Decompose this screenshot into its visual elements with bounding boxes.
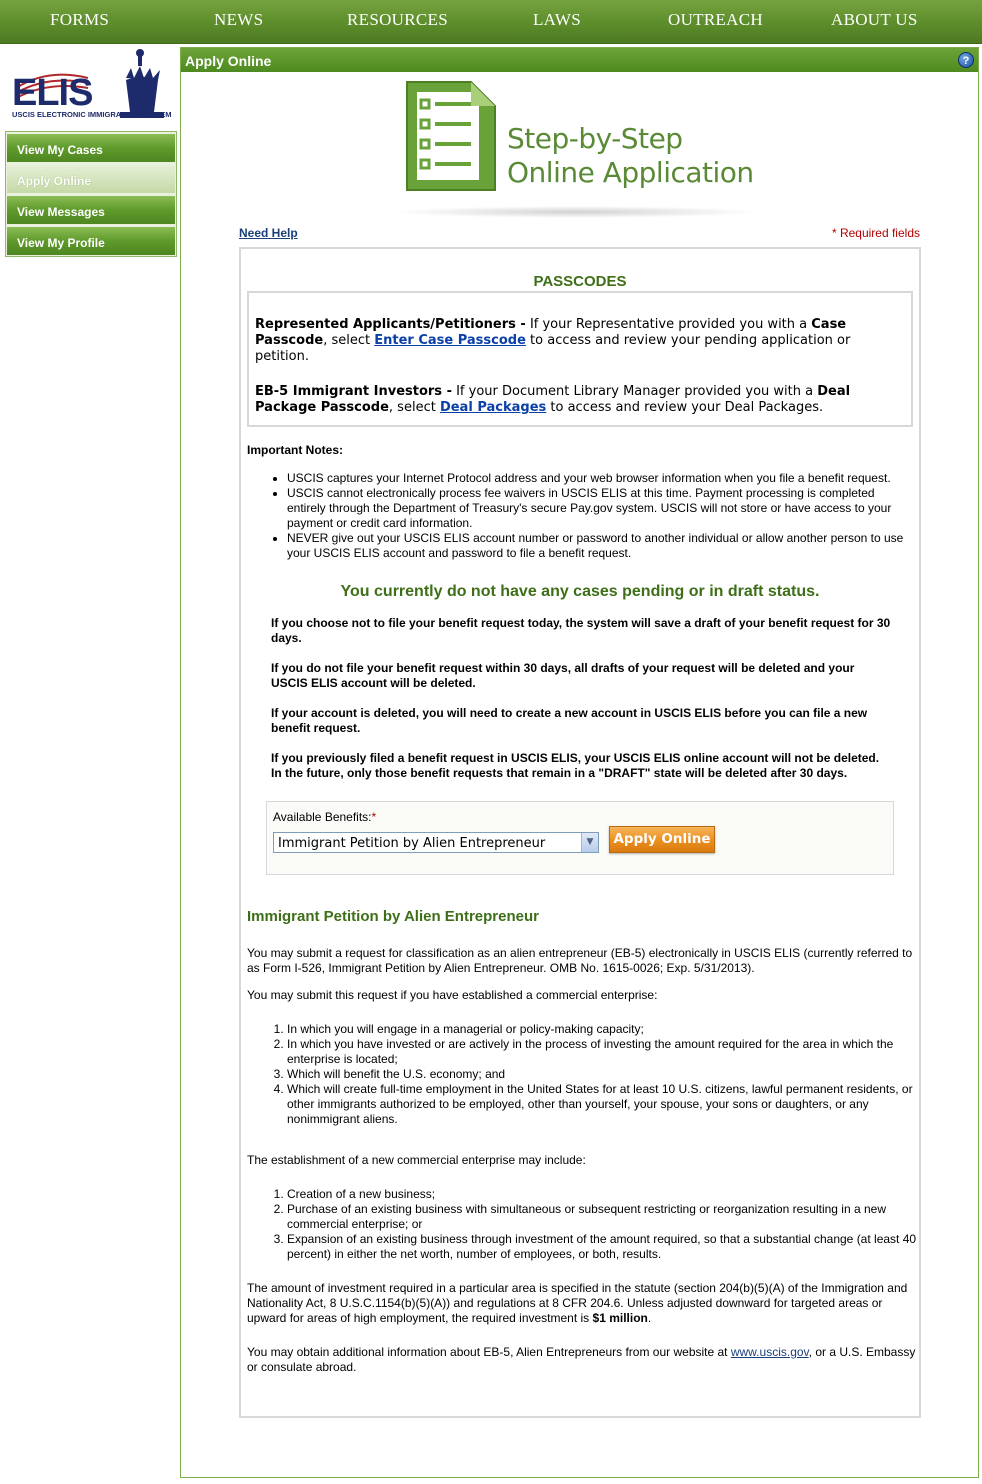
draft-note: If you previously filed a benefit request in USCIS ELIS, your USCIS ELIS online account will not be deleted. In the future, only those benefit requests that remain in a "DRAFT" state will be deleted after 30 days. (271, 751, 880, 780)
nav-forms[interactable]: FORMS (50, 10, 110, 29)
need-help-link[interactable]: Need Help (239, 226, 298, 240)
nav-laws[interactable]: LAWS (533, 10, 581, 29)
benefit-select[interactable] (273, 832, 599, 853)
list-item: 2. Purchase of an existing business with simultaneous or subsequent restricting or reorganization resulting in a new commercial enterprise; or (287, 1202, 917, 1232)
establishment-intro: The establishment of a new commercial enterprise may include: (247, 1153, 586, 1167)
important-notes-label: Important Notes: (247, 443, 343, 457)
required-star: * (371, 810, 377, 824)
passcode-box (247, 291, 913, 427)
passcodes-title: PASSCODES (533, 273, 627, 290)
petition-title: Immigrant Petition by Alien Entrepreneur (247, 908, 539, 925)
eb5-heading: EB-5 Immigrant Investors - (255, 384, 452, 399)
uscis-website-link[interactable]: www.uscis.gov (730, 1345, 809, 1359)
list-item: 1. In which you will engage in a managerial or policy-making capacity; (287, 1022, 917, 1037)
panel-title: Apply Online (185, 53, 272, 69)
nav-resources[interactable]: RESOURCES (347, 10, 448, 29)
hero-title-line2: Online Application (507, 156, 754, 189)
establishment-list (247, 1187, 917, 1262)
available-benefits-box (266, 801, 894, 875)
list-item: 3. Which will benefit the U.S. economy; and (287, 1067, 917, 1082)
required-fields-note: * Required fields (831, 226, 920, 240)
main-panel (180, 47, 979, 1478)
draft-note: If you choose not to file your benefit request today, the system will save a draft of your benefit request for 30 days. (271, 616, 891, 645)
list-item: 2. In which you have invested or are actively in the process of investing the amount required for the area in which the enterprise is located; (287, 1037, 917, 1067)
important-notes-list (247, 471, 907, 561)
benefit-select-value: Immigrant Petition by Alien Entrepreneur (278, 836, 546, 851)
nav-news[interactable]: NEWS (214, 10, 264, 29)
logo-text: ELIS (12, 72, 93, 114)
represented-applicants-paragraph: Represented Applicants/Petitioners - If your Representative provided you with a Case Passcode, select Enter Case Passcode to access and review your pending application or petition. (255, 317, 851, 364)
conditions-list (247, 1022, 917, 1127)
sidebar-item-apply-online[interactable]: Apply Online (7, 165, 175, 193)
petition-intro: You may submit a request for classification as an alien entrepreneur (EB-5) electronically in USCIS ELIS (currently referred to as Form I-526, Immigrant Petition by Alien Entrepreneur. OMB No. 1615-0026; Exp. 5/31/2013). (247, 946, 913, 975)
nav-outreach[interactable]: OUTREACH (668, 10, 763, 29)
logo-subtitle: USCIS ELECTRONIC IMMIGRATION SYSTEM (12, 110, 172, 119)
list-item: 1. Creation of a new business; (287, 1187, 917, 1202)
apply-online-button[interactable]: Apply Online (609, 826, 715, 853)
more-info-text: You may obtain additional information about EB-5, Alien Entrepreneurs from our website at www.uscis.gov, or a U.S. Embassy or consulate abroad. (247, 1345, 916, 1374)
chevron-down-icon[interactable]: ▼ (581, 833, 598, 852)
elis-logo[interactable] (8, 48, 174, 124)
hero-title-line1: Step-by-Step (507, 122, 683, 155)
hero-shadow (391, 206, 761, 218)
may-submit-text: You may submit this request if you have established a commercial enterprise: (247, 988, 658, 1002)
deal-packages-link[interactable]: Deal Packages (439, 400, 547, 415)
list-item: • NEVER give out your USCIS ELIS account number or password to another individual or allow another person to use your USCIS ELIS account and password to file a benefit request. (287, 531, 907, 561)
content-box (239, 247, 921, 1418)
list-item: 4. Which will create full-time employment in the United States for at least 10 U.S. citizens, lawful permanent residents, or other immigrants authorized to be employed, other than yourself, your spouse, your sons or daughters, or any nonimmigrant aliens. (287, 1082, 917, 1127)
list-item: • USCIS cannot electronically process fee waivers in USCIS ELIS at this time. Payment processing is completed entirely through the Department of Treasury's secure Pay.gov system. USCIS will not store or have access to your payment or credit card information. (287, 486, 907, 531)
enter-case-passcode-link[interactable]: Enter Case Passcode (374, 333, 526, 348)
checklist-document-icon (401, 78, 501, 196)
no-cases-message: You currently do not have any cases pending or in draft status. (340, 583, 820, 600)
list-item: 3. Expansion of an existing business through investment of the amount required, so that a substantial change (at least 40 percent) in either the net worth, number of employees, or both, results. (287, 1232, 917, 1262)
sidebar-item-view-messages[interactable]: View Messages (7, 196, 175, 224)
represented-heading: Represented Applicants/Petitioners - (255, 317, 526, 332)
sidebar-item-view-my-cases[interactable]: View My Cases (7, 134, 175, 162)
panel-header (181, 48, 978, 72)
top-navigation (0, 0, 982, 44)
eb5-investors-paragraph: EB-5 Immigrant Investors - If your Document Library Manager provided you with a Deal Package Passcode, select Deal Packages to access and review your Deal Packages. (255, 384, 851, 415)
list-item: • USCIS captures your Internet Protocol address and your web browser information when you file a benefit request. (287, 471, 907, 486)
draft-notes (271, 616, 891, 796)
draft-note: If you do not file your benefit request within 30 days, all drafts of your request will be deleted and your USCIS ELIS account will be deleted. (271, 661, 855, 690)
available-benefits-label: Available Benefits:* (273, 810, 377, 824)
draft-note: If your account is deleted, you will need to create a new account in USCIS ELIS before you can file a new benefit request. (271, 706, 868, 735)
investment-amount: $1 million (592, 1311, 648, 1325)
help-icon[interactable]: ? (958, 52, 974, 68)
investment-text: The amount of investment required in a particular area is specified in the statute (section 204(b)(5)(A) of the Immigration and Nationality Act, 8 U.S.C.1154(b)(5)(A)) and regulations at 8 CFR 204.6. Unless adjusted downward for targeted areas or upward for areas of high employment, the required investment is $1 million. (247, 1281, 908, 1325)
sidebar-nav (5, 131, 177, 257)
sidebar-item-view-my-profile[interactable]: View My Profile (7, 227, 175, 255)
nav-about-us[interactable]: ABOUT US (831, 10, 918, 29)
